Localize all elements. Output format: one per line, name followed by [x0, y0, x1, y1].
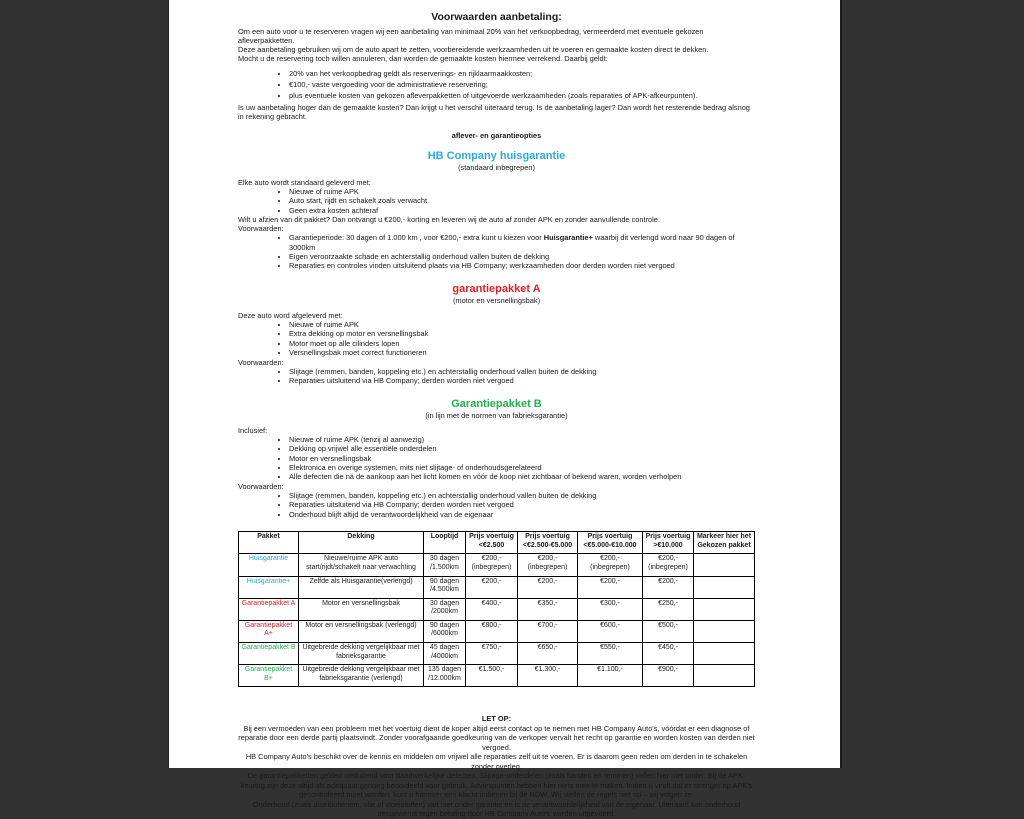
markeer-cell	[694, 554, 755, 576]
price-cell: €650,-	[518, 643, 578, 665]
col-header-dekking: Dekking	[299, 532, 424, 554]
pakket-b-bullet-list	[238, 435, 755, 482]
intro-closing: Is uw aanbetaling hoger dan de gemaakte kosten? Dan krijgt u het verschil uiteraard terug. Is de aanbetaling lager? Dan wordt het resterende bedrag alsnog in rekening gebracht.	[238, 103, 750, 122]
markeer-cell	[694, 620, 755, 642]
bullet-item: • Versnellingsbak moet correct functioneren	[289, 348, 755, 357]
price-cell: €200,-	[578, 576, 643, 598]
price-cell: €1.500,-	[466, 665, 518, 687]
condition-text-pre: Garantieperiode: 30 dagen of 1.000 km , voor €200,- extra kunt u kiezen voor	[289, 233, 544, 243]
dekking-cell: Nieuwe/ruime APK auto start/rijdt/schakelt naar verwachting	[299, 554, 424, 576]
pakket-name-cell: Garantiepakket B+	[239, 665, 299, 687]
pakket-name-cell: Huisgarantie+	[239, 576, 299, 598]
section-lead-huisgarantie: Elke auto wordt standaard geleverd met:	[238, 177, 371, 187]
section-subheading-pakket-b: (in lijn met de normen van fabrieksgarantie)	[425, 410, 568, 420]
looptijd-cell: 135 dagen /12.000km	[424, 665, 466, 687]
col-header-pakket: Pakket	[239, 532, 299, 554]
bullet-item: • Reparaties uitsluitend via HB Company; derden worden niet vergoed	[289, 500, 755, 509]
looptijd-cell: 30 dagen /2000km	[424, 598, 466, 620]
section-subheading-pakket-a: (motor en versnellingsbak)	[452, 295, 541, 305]
pakket-name-cell: Garantiepakket B	[239, 643, 299, 665]
huisgarantie-conditions-list	[238, 233, 755, 271]
table-header-row	[239, 532, 755, 554]
letop-heading: LET OP:	[481, 714, 512, 724]
looptijd-cell: 90 dagen /4.500km	[424, 576, 466, 598]
page-title: Voorwaarden aanbetaling:	[431, 11, 562, 23]
intro-bullet-list	[238, 68, 755, 101]
conditions-label: Voorwaarden:	[238, 357, 284, 367]
intro-line: Deze aanbetaling gebruiken wij om de auto apart te zetten, voorbereidende werkzaamheden uit te voeren en gemaakte kosten direct te dekken.	[238, 45, 709, 55]
bullet-item: • Motor moet op alle cilinders lopen	[289, 339, 755, 348]
price-cell: €550,-	[578, 643, 643, 665]
bullet-item: • 20% van het verkoopbedrag geldt als reserverings- en rijklaarmaakkosten;	[289, 68, 755, 79]
bullet-item: • plus eventuele kosten van gekozen afleverpakketten of uitgevoerde werkzaamheden (zoals reparaties of APK-afkeurpunten).	[289, 90, 755, 101]
bullet-item: • Eigen veroorzaakte schade en achterstallig onderhoud vallen buiten de dekking	[289, 252, 755, 261]
price-cell: €200,-	[518, 576, 578, 598]
price-cell: €450,-	[643, 643, 694, 665]
section-subheading-huisgarantie: (standaard inbegrepen)	[458, 162, 535, 172]
section-heading-pakket-a: garantiepakket A	[452, 282, 541, 295]
markeer-cell	[694, 665, 755, 687]
bullet-item: • Alle defecten die ná de aankoop aan het licht komen en vóór de koop niet zichtbaar of bekend waren, worden verholpen	[289, 472, 755, 481]
conditions-label: Voorwaarden:	[238, 481, 284, 491]
bullet-item: • Slijtage (remmen, banden, koppeling etc.) en achterstallig onderhoud vallen buiten de dekking	[289, 367, 755, 376]
intro-line: Mocht u de reservering toch willen annuleren, dan worden de gemaakte kosten hiermee verrekend. Daarbij geldt:	[238, 54, 608, 64]
options-heading: aflever- en garantieopties	[451, 130, 542, 140]
conditions-label: Voorwaarden:	[238, 224, 284, 234]
bullet-item: • Auto start, rijdt en schakelt zoals verwacht	[289, 196, 755, 205]
price-cell: €1.300,-	[518, 665, 578, 687]
col-header-markeer: Markeer hier het Gekozen pakket	[694, 532, 755, 554]
col-header-prijs-3: Prijs voertuig <€5.000-€10.000	[578, 532, 643, 554]
bullet-item: • Slijtage (remmen, banden, koppeling etc.) en achterstallig onderhoud vallen buiten de dekking	[289, 491, 755, 500]
bullet-item	[289, 233, 755, 252]
pakket-a-conditions-list	[238, 367, 755, 386]
bullet-item: • Nieuwe of ruime APK	[289, 187, 755, 196]
col-header-prijs-1: Prijs voertuig <€2.500	[466, 532, 518, 554]
dekking-cell: Motor en versnellingsbak (verlengd)	[299, 620, 424, 642]
intro-paragraph	[238, 27, 755, 63]
footer-paragraph: Bij een vermoeden van een probleem met het voertuig dient de koper altijd eerst contact op te nemen met HB Company Auto's, vóórdat er een diagnose of reparatie door een derde partij plaatsvindt. Zonder voorafgaande goedkeuring van de verkoper vervalt het recht op garantie en worden kosten van derden niet vergoed.	[238, 723, 755, 752]
markeer-cell	[694, 643, 755, 665]
bullet-item: • €100,- vaste vergoeding voor de administratieve reservering;	[289, 79, 755, 90]
dekking-cell: Zelfde als Huisgarantie(verlengd)	[299, 576, 424, 598]
table-row	[239, 554, 755, 576]
footer-paragraph: HB Company Auto's beschikt over de kennis en middelen om vrijwel alle reparaties zelf uit te voeren. Er is daarom geen reden om derden in te schakelen zonder overleg.	[245, 752, 748, 771]
bullet-item: • Motor en versnellingsbak	[289, 454, 755, 463]
looptijd-cell: 30 dagen /1.500km	[424, 554, 466, 576]
price-cell: €900,-	[643, 665, 694, 687]
looptijd-cell: 45 dagen /4000km	[424, 643, 466, 665]
price-cell: €350,-	[518, 598, 578, 620]
section-lead-pakket-b: Inclusief:	[238, 425, 268, 435]
huisgarantie-bullet-list	[238, 187, 755, 215]
pakket-name-cell: Huisgarantie	[239, 554, 299, 576]
table-row	[239, 643, 755, 665]
col-header-prijs-4: Prijs voertuig >€10.000	[643, 532, 694, 554]
dekking-cell: Uitgebreide dekking vergelijkbaar met fabrieksgarantie	[299, 643, 424, 665]
bullet-item: • Dekking op vrijwel alle essentiële onderdelen	[289, 444, 755, 453]
bullet-item: • Nieuwe of ruime APK (tenzij al aanwezig)	[289, 435, 755, 444]
pakket-name-cell: Garantiepakket A+	[239, 620, 299, 642]
table-row	[239, 665, 755, 687]
table-row	[239, 598, 755, 620]
price-cell: €200,- (inbegrepen)	[518, 554, 578, 576]
footer-paragraph: Onderhoud (zoals distributieriem, olie of vloeistoffen) valt niet onder garantie en is de verantwoordelijkheid van de eigenaar. Uiteraard kan onderhoud desgewenst tegen betaling door HB Company Auto's worden uitgevoerd.	[252, 799, 741, 819]
section-lead-pakket-a: Deze auto word afgeleverd met:	[238, 310, 343, 320]
letop-paragraphs	[238, 724, 755, 819]
bullet-item: • Elektronica en overige systemen, mits niet slijtage- of onderhoudsgerelateerd	[289, 463, 755, 472]
price-cell: €200,-	[643, 576, 694, 598]
price-cell: €400,-	[466, 598, 518, 620]
price-cell: €1.100,-	[578, 665, 643, 687]
bullet-item: • Reparaties en controles vinden uitsluitend plaats via HB Company; werkzaamheden door derden worden niet vergoed	[289, 261, 755, 270]
bullet-item: • Extra dekking op motor en versnellingsbak	[289, 329, 755, 338]
col-header-prijs-2: Prijs voertuig <€2.500-€5.000	[518, 532, 578, 554]
markeer-cell	[694, 598, 755, 620]
price-cell: €200,- (inbegrepen)	[466, 554, 518, 576]
section-heading-pakket-b: Garantiepakket B	[451, 397, 542, 410]
document-page	[168, 0, 842, 819]
warranty-packages-table	[238, 531, 755, 687]
markeer-cell	[694, 576, 755, 598]
pakket-b-conditions-list	[238, 491, 755, 519]
price-cell: €800,-	[466, 620, 518, 642]
bullet-item: • Reparaties uitsluitend via HB Company; derden worden niet vergoed	[289, 376, 755, 385]
looptijd-cell: 90 dagen /6000km	[424, 620, 466, 642]
pakket-a-bullet-list	[238, 320, 755, 358]
bullet-item: • Onderhoud blijft altijd de verantwoordelijkheid van de eigenaar	[289, 510, 755, 519]
price-cell: €750,-	[466, 643, 518, 665]
intro-line: Om een auto voor u te reserveren vragen wij een aanbetaling van minimaal 20% van het verkoopbedrag, vermeerderd met eventuele gekozen afleverpakketten.	[238, 27, 704, 46]
price-cell: €700,-	[518, 620, 578, 642]
condition-text-bold: Huisgarantie+	[543, 233, 593, 243]
price-cell: €600,-	[578, 620, 643, 642]
price-cell: €200,-	[466, 576, 518, 598]
price-cell: €500,-	[643, 620, 694, 642]
section-heading-huisgarantie: HB Company huisgarantie	[427, 149, 566, 162]
bullet-item: • Nieuwe of ruime APK	[289, 320, 755, 329]
dekking-cell: Uitgebreide dekking vergelijkbaar met fabrieksgarantie (verlengd)	[299, 665, 424, 687]
col-header-looptijd: Looptijd	[424, 532, 466, 554]
huisgarantie-note: Wilt u afzien van dit pakket? Dan ontvangt u €200,- korting en leveren wij de auto af zonder APK en zonder aanvullende controle.	[238, 215, 660, 225]
price-cell: €200,- (inbegrepen)	[643, 554, 694, 576]
footer-paragraph: De garantiepakketten gelden uitsluitend voor daadwerkelijke defecten. Slijtage-onderdelen (zoals banden en remmen) vallen hier niet onder. Bij de APK-keuring zijn deze altijd als adequaat genoeg beoordeeld voor gebruik. Adviespunten hebben hier niets mee te maken. Indien u vindt dat er strenger op APK's gecontroleerd moet worden, kunt u hierover een klacht indienen bij de RDW. Wij stellen de regels niet op – wij volgen ze.	[240, 771, 753, 800]
price-cell: €300,-	[578, 598, 643, 620]
table-row	[239, 620, 755, 642]
pakket-name-cell: Garantiepakket A	[239, 598, 299, 620]
condition-text-post: waarbij dit verlengd word naar 90 dagen of 3000km	[289, 233, 735, 252]
bullet-item: • Geen extra kosten achteraf	[289, 206, 755, 215]
price-cell: €200,- (inbegrepen)	[578, 554, 643, 576]
dekking-cell: Motor en versnellingsbak	[299, 598, 424, 620]
price-cell: €250,-	[643, 598, 694, 620]
table-row	[239, 576, 755, 598]
